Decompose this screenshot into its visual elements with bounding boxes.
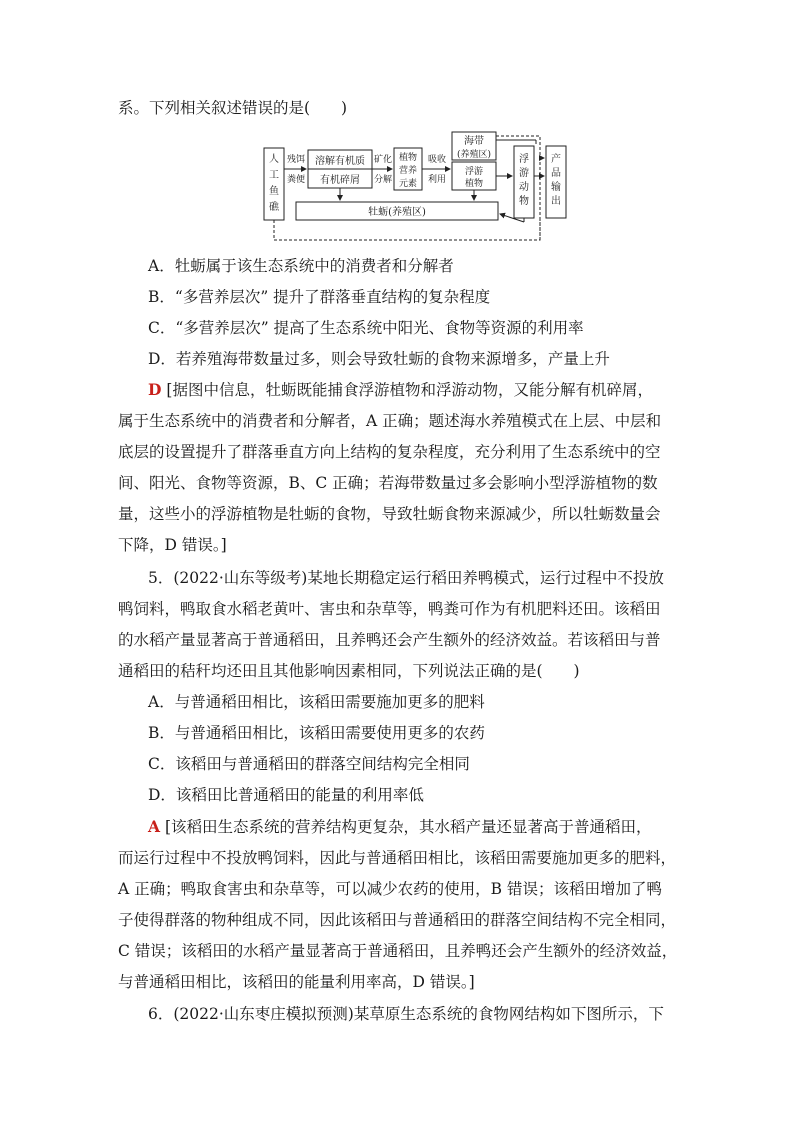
reef-char-1: 人	[269, 154, 279, 165]
svg-text:出: 出	[551, 196, 561, 207]
label-feces: 粪便	[286, 175, 306, 185]
q4-answer-text-1: [据图中信息，牡蛎既能捕食浮游植物和浮游动物，又能分解有机碎屑，	[166, 381, 653, 399]
svg-text:品: 品	[551, 168, 561, 179]
q5-option-a: A．与普通稻田相比，该稻田需要施加更多的肥料	[148, 693, 485, 711]
label-kelp-area: (养殖区)	[456, 150, 492, 160]
label-organic-debris: 有机碎屑	[320, 175, 360, 186]
q5-stem-line-4: 通稻田的秸秆均还田且其他影响因素相同，下列说法正确的是( )	[118, 662, 580, 680]
q5-stem-line-1: 5．(2022·山东等级考)某地长期稳定运行稻田养鸭模式，运行过程中不投放	[148, 569, 664, 587]
ecosystem-diagram	[262, 128, 582, 248]
label-dissolved-organic: 溶解有机质	[315, 156, 365, 167]
svg-text:植物: 植物	[464, 179, 484, 189]
svg-text:产: 产	[551, 154, 561, 165]
label-mineralization: 矿化	[373, 155, 393, 165]
svg-text:输: 输	[551, 182, 561, 193]
svg-text:游: 游	[519, 168, 529, 179]
label-decompose: 分解	[373, 175, 393, 185]
q4-option-d: D．若养殖海带数量过多，则会导致牡蛎的食物来源增多，产量上升	[148, 350, 610, 368]
q5-stem-line-3: 的水稻产量显著高于普通稻田，且养鸭还会产生额外的经济效益。若该稻田与普	[118, 631, 661, 649]
q5-answer-line-1	[148, 817, 708, 837]
q4-answer-line-5: 量，这些小的浮游植物是牡蛎的食物，导致牡蛎食物来源减少，所以牡蛎数量会	[118, 505, 661, 523]
q5-answer-line-4: 子使得群落的物种组成不同，因此该稻田与普通稻田的群落空间结构不完全相同，	[118, 911, 677, 929]
q4-answer-line-2: 属于生态系统中的消费者和分解者，A 正确；题述海水养殖模式在上层、中层和	[118, 412, 662, 430]
q4-option-c: C．“多营养层次” 提高了生态系统中阳光、食物等资源的利用率	[148, 319, 584, 337]
reef-char-4: 礁	[269, 202, 279, 213]
q4-answer-line-6: 下降，D 错误。]	[118, 536, 227, 554]
q5-stem-line-2: 鸭饲料，鸭取食水稻老黄叶、害虫和杂草等，鸭粪可作为有机肥料还田。该稻田	[118, 600, 661, 618]
q5-answer-line-3: A 正确；鸭取食害虫和杂草等，可以减少农药的使用，B 错误；该稻田增加了鸭	[118, 880, 662, 898]
q5-option-c: C．该稻田与普通稻田的群落空间结构完全相同	[148, 755, 470, 773]
reef-char-2: 工	[269, 170, 279, 181]
q4-option-b: B．“多营养层次” 提升了群落垂直结构的复杂程度	[148, 288, 491, 306]
svg-text:元素: 元素	[398, 179, 418, 189]
svg-text:浮游: 浮游	[464, 167, 484, 177]
label-kelp: 海带	[464, 136, 484, 147]
q5-answer-text-1: [该稻田生态系统的营养结构更复杂，其水稻产量还显著高于普通稻田，	[164, 818, 652, 836]
q6-stem-line-1: 6．(2022·山东枣庄模拟预测)某草原生态系统的食物网结构如下图所示，下	[148, 1005, 664, 1023]
q5-answer-line-6: 与普通稻田相比，该稻田的能量利用率高，D 错误。]	[118, 973, 475, 991]
svg-text:营养: 营养	[398, 166, 418, 176]
svg-text:物: 物	[519, 196, 529, 207]
question-intro: 系。下列相关叙述错误的是( )	[118, 99, 348, 117]
q4-answer-line-3: 底层的设置提升了群落垂直方向上结构的复杂程度，充分利用了生态系统中的空	[118, 443, 661, 461]
q5-option-d: D．该稻田比普通稻田的能量的利用率低	[148, 786, 424, 804]
svg-text:动: 动	[519, 182, 529, 193]
q4-option-a: A．牡蛎属于该生态系统中的消费者和分解者	[148, 257, 454, 275]
label-absorb: 吸收	[427, 155, 447, 165]
label-oyster: 牡蛎(养殖区)	[368, 207, 426, 218]
q5-answer-line-5: C 错误；该稻田的水稻产量显著高于普通稻田，且养鸭还会产生额外的经济效益，	[118, 942, 678, 960]
reef-char-3: 鱼	[269, 186, 279, 197]
label-residual-bait: 残饵	[286, 155, 306, 165]
diagram-svg	[262, 128, 582, 248]
q5-answer-letter: A	[148, 817, 161, 836]
q5-option-b: B．与普通稻田相比，该稻田需要使用更多的农药	[148, 724, 485, 742]
q5-answer-line-2: 而运行过程中不投放鸭饲料，因此与普通稻田相比，该稻田需要施加更多的肥料，	[118, 849, 677, 867]
label-utilize: 利用	[427, 175, 447, 185]
svg-text:浮: 浮	[519, 154, 529, 165]
q4-answer-line-4: 间、阳光、食物等资源，B、C 正确；若海带数量过多会影响小型浮游植物的数	[118, 474, 658, 492]
q4-answer-line-1	[148, 380, 708, 400]
q4-answer-letter: D	[148, 380, 162, 399]
svg-text:植物: 植物	[398, 153, 418, 163]
